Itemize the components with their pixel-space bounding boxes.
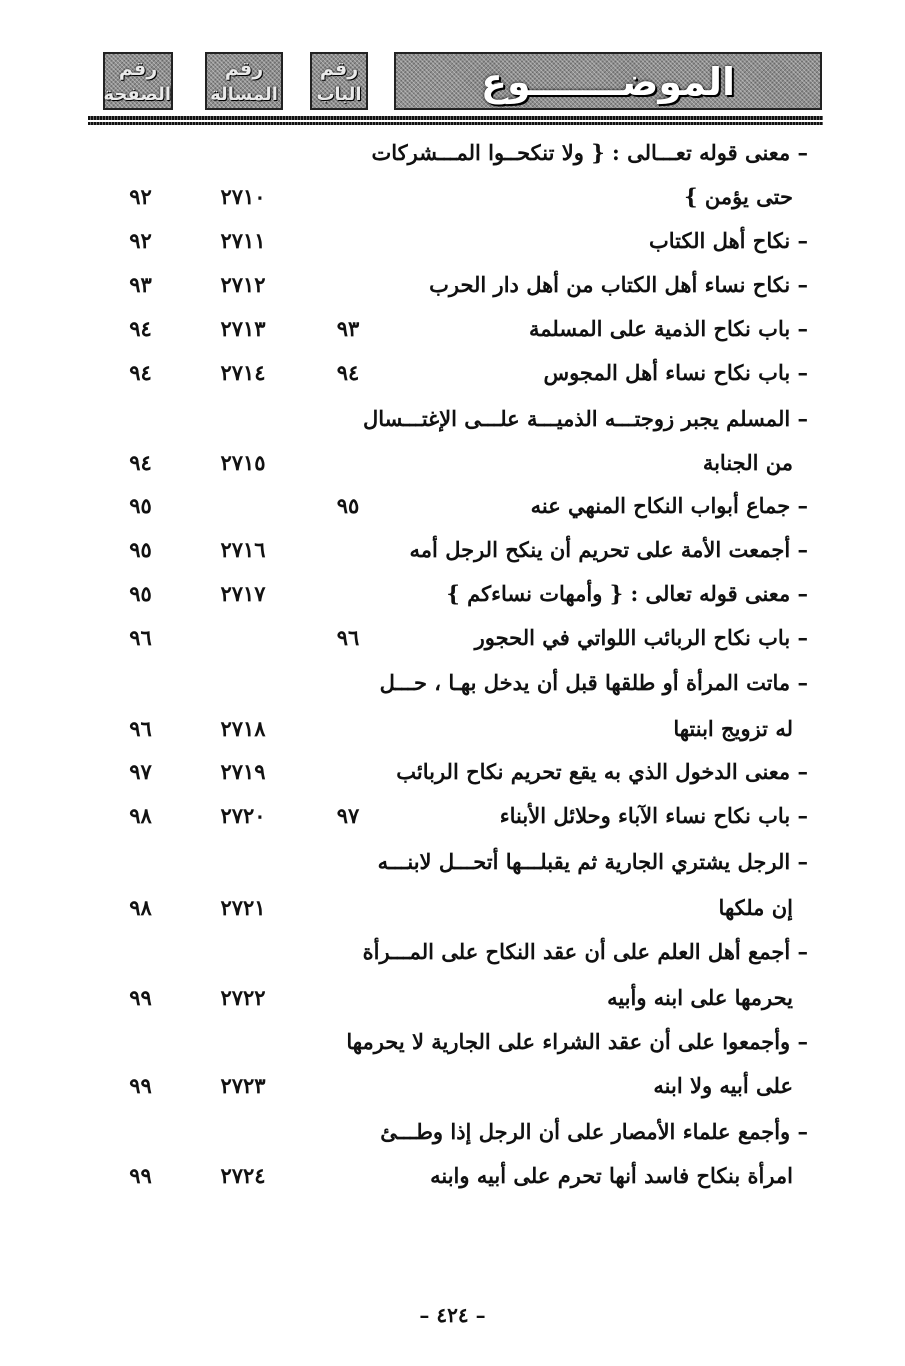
page-footer-number: – ٤٢٤ – [419, 1303, 486, 1327]
page-number: ٩٤ [129, 316, 152, 341]
index-row [88, 140, 823, 180]
topic-text: – وأجمع علماء الأمصار على أن الرجل إذا وطـــئ [380, 1119, 808, 1144]
issue-number: ٢٧١٦ [220, 537, 266, 562]
header-rule [88, 116, 823, 120]
page-number: ٩٥ [129, 537, 152, 562]
page-number: ٩٩ [129, 1073, 152, 1098]
issue-number: ٢٧١٤ [220, 360, 266, 385]
issue-column-label-top: رقم [224, 58, 264, 80]
page-number: ٩٣ [129, 272, 152, 297]
page-number: ٩٩ [129, 985, 152, 1010]
page-number: ٩٤ [129, 450, 152, 475]
topic-text: له تزويج ابنتها [673, 716, 793, 741]
page-number: ٩٥ [129, 493, 152, 518]
topic-text: – ماتت المرأة أو طلقها قبل أن يدخل بهـا ، حـــل [379, 670, 808, 695]
index-row [88, 406, 823, 446]
topic-text: حتى يؤمن } [684, 184, 793, 209]
index-row [88, 803, 823, 843]
index-row [88, 1073, 823, 1113]
topic-text: من الجنابة [702, 450, 793, 475]
topic-text: – باب نكاح نساء الآباء وحلائل الأبناء [499, 803, 808, 828]
chapter-number: ٩٥ [336, 493, 360, 518]
topic-text: – معنى الدخول الذي به يقع تحريم نكاح الربائب [396, 759, 808, 784]
page-number: ٩٩ [129, 1163, 152, 1188]
topic-text: – أجمعت الأمة على تحريم أن ينكح الرجل أمه [409, 537, 808, 562]
chapter-number: ٩٣ [336, 316, 360, 341]
issue-number: ٢٧١١ [220, 228, 266, 253]
index-row [88, 537, 823, 577]
index-row [88, 670, 823, 710]
page-column-label-bottom: الصفحة [103, 84, 171, 105]
index-row [88, 1119, 823, 1159]
index-row [88, 895, 823, 935]
page-number: ٩٨ [129, 895, 152, 920]
index-row [88, 625, 823, 665]
index-row [88, 1163, 823, 1203]
chapter-number: ٩٦ [336, 625, 360, 650]
index-row [88, 759, 823, 799]
page-number: ٩٢ [129, 184, 152, 209]
topic-text: – باب نكاح الربائب اللواتي في الحجور [474, 625, 808, 650]
issue-number-column-header [205, 52, 283, 110]
chapter-column-label-top: رقم [319, 58, 359, 80]
issue-number: ٢٧١٢ [220, 272, 266, 297]
topic-text: – نكاح أهل الكتاب [649, 228, 808, 253]
index-row [88, 849, 823, 889]
issue-number: ٢٧١٩ [220, 759, 266, 784]
issue-number: ٢٧٢٣ [220, 1073, 266, 1098]
topic-text: – الرجل يشتري الجارية ثم يقبلـــها أتحـــل لابنـــه [377, 849, 808, 874]
topic-text: – معنى قوله تعالى : { وأمهات نساءكم } [446, 581, 808, 606]
index-row [88, 272, 823, 312]
chapter-column-label-bottom: الباب [316, 84, 362, 105]
topic-text: يحرمها على ابنه وأبيه [607, 985, 793, 1010]
page-number: ٩٨ [129, 803, 152, 828]
page-number: ٩٦ [129, 625, 152, 650]
topic-column-header [394, 52, 822, 110]
issue-number: ٢٧١٠ [220, 184, 266, 209]
issue-number: ٢٧١٣ [220, 316, 266, 341]
topic-text: إن ملكها [718, 895, 793, 920]
issue-number: ٢٧٢٠ [220, 803, 266, 828]
topic-text: – نكاح نساء أهل الكتاب من أهل دار الحرب [429, 272, 808, 297]
issue-number: ٢٧٢١ [220, 895, 266, 920]
index-row [88, 939, 823, 979]
page-number: ٩٧ [129, 759, 152, 784]
issue-number: ٢٧٢٢ [220, 985, 266, 1010]
issue-number: ٢٧١٨ [220, 716, 266, 741]
index-row [88, 228, 823, 268]
index-row [88, 581, 823, 621]
index-row [88, 716, 823, 756]
topic-text: – المسلم يجبر زوجتـــه الذميـــة علـــى الإغتـــسال [362, 406, 808, 431]
index-row [88, 450, 823, 490]
page-number-column-header [103, 52, 173, 110]
index-row [88, 493, 823, 533]
page-number: ٩٦ [129, 716, 152, 741]
index-row [88, 1029, 823, 1069]
chapter-number: ٩٧ [336, 803, 360, 828]
page-number: ٩٤ [129, 360, 152, 385]
issue-column-label-bottom: المسالة [210, 84, 278, 105]
chapter-number-column-header [310, 52, 368, 110]
table-header [88, 52, 823, 118]
issue-number: ٢٧١٥ [220, 450, 266, 475]
topic-text: – معنى قوله تعـــالى : { ولا تنكحــوا المـــشركات [371, 140, 808, 165]
page-number: ٩٥ [129, 581, 152, 606]
header-rule-lower [88, 122, 823, 125]
topic-text: – أجمع أهل العلم على أن عقد النكاح على المـــرأة [362, 939, 808, 964]
topic-text: على أبيه ولا ابنه [653, 1073, 793, 1098]
chapter-number: ٩٤ [336, 360, 360, 385]
issue-number: ٢٧١٧ [220, 581, 266, 606]
issue-number: ٢٧٢٤ [220, 1163, 266, 1188]
page-number: ٩٢ [129, 228, 152, 253]
index-row [88, 316, 823, 356]
topic-text: – جماع أبواب النكاح المنهي عنه [530, 493, 808, 518]
topic-text: – باب نكاح الذمية على المسلمة [528, 316, 808, 341]
index-row [88, 360, 823, 400]
index-row [88, 184, 823, 224]
page-column-label-top: رقم [118, 58, 158, 80]
index-row [88, 985, 823, 1025]
topic-text: – وأجمعوا على أن عقد الشراء على الجارية لا يحرمها [346, 1029, 808, 1054]
topic-column-title: الموضـــــــوع [480, 60, 735, 104]
topic-text: – باب نكاح نساء أهل المجوس [543, 360, 808, 385]
topic-text: امرأة بنكاح فاسد أنها تحرم على أبيه وابنه [430, 1163, 793, 1188]
